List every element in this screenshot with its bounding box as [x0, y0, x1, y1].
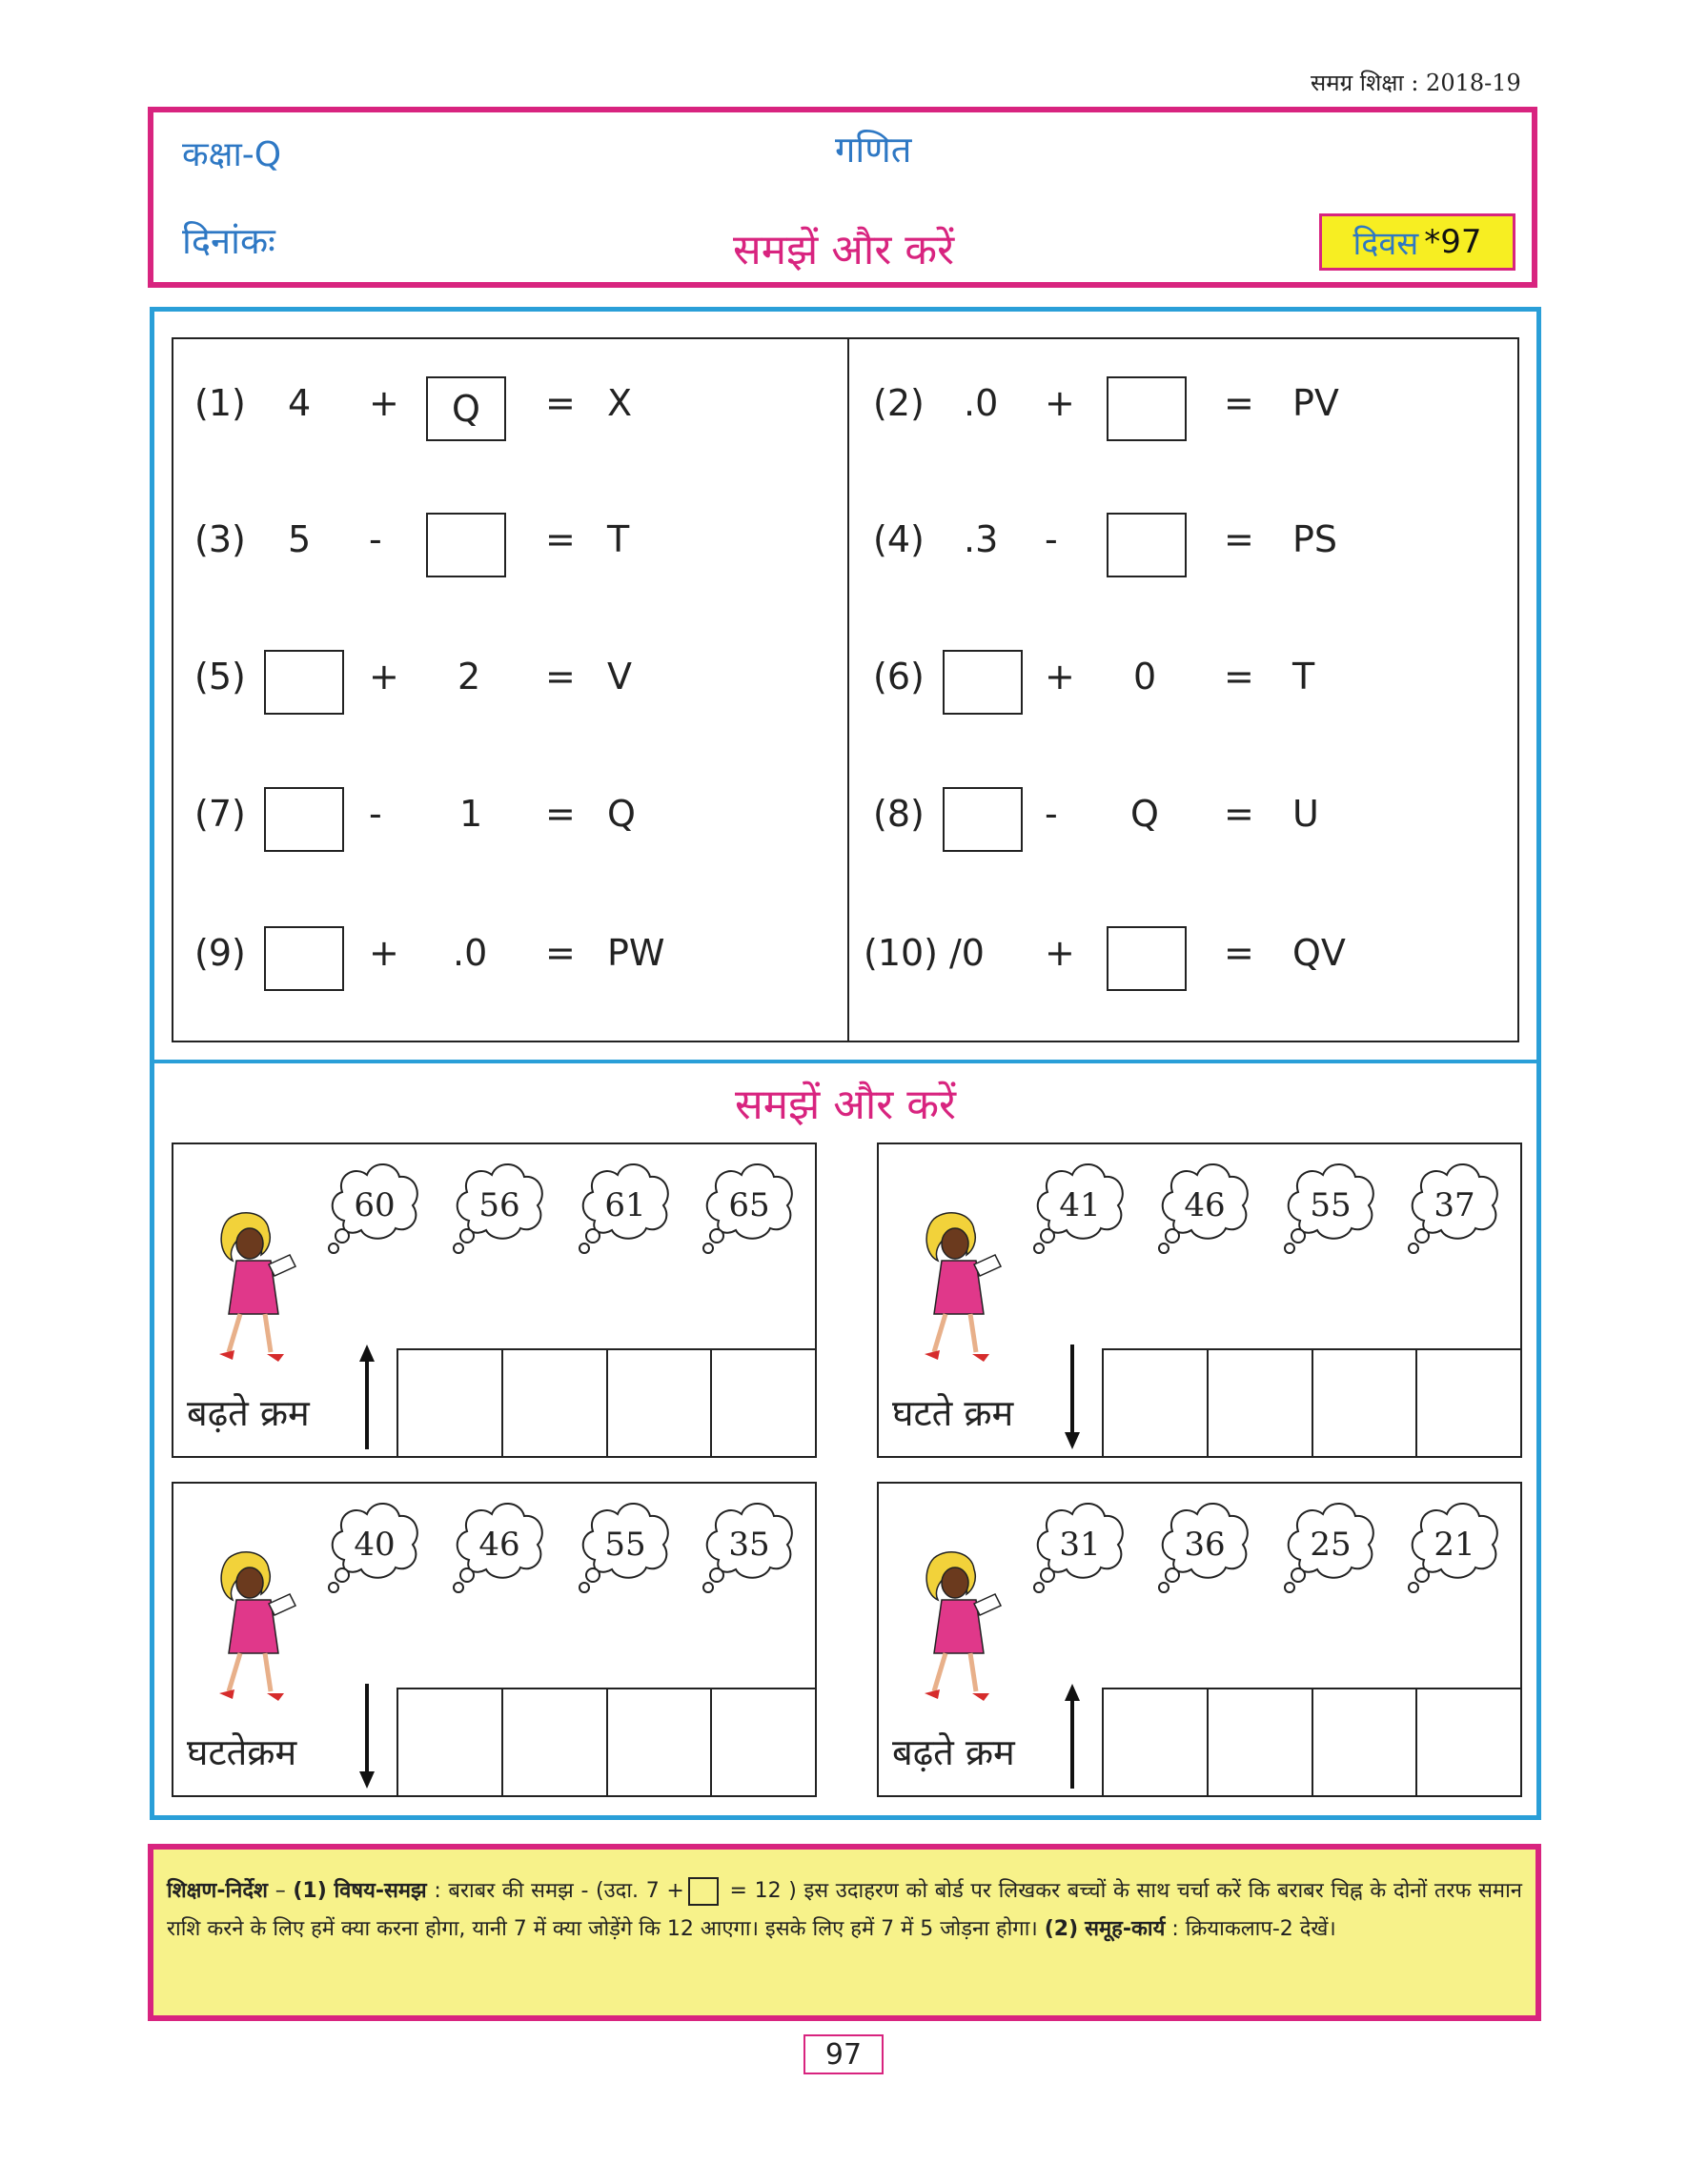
eq-result: PV: [1292, 382, 1339, 424]
cloud-number: 40: [354, 1526, 396, 1564]
day-label: दिवस: [1352, 225, 1419, 263]
order-label: घटतेक्रम: [187, 1731, 297, 1773]
answer-box[interactable]: [1107, 926, 1187, 991]
page-title: समझें और करें: [733, 226, 955, 274]
header-box: [148, 107, 1537, 288]
eq-result: X: [607, 382, 633, 424]
eq-operator: +: [369, 382, 399, 424]
eq-equals: =: [1224, 656, 1254, 698]
order-label: बढ़ते क्रम: [187, 1392, 310, 1434]
eq-equals: =: [1224, 518, 1254, 560]
page-number: 97: [803, 2034, 884, 2074]
ordering-panel: [172, 1482, 817, 1797]
section2-title: समझें और करें: [734, 1081, 957, 1129]
cloud-number: 60: [354, 1186, 396, 1224]
eq-operand: .0: [453, 932, 488, 974]
cloud-number: 61: [604, 1186, 646, 1224]
day-number: *97: [1424, 223, 1482, 261]
order-label: घटते क्रम: [892, 1392, 1014, 1434]
eq-operand: 4: [288, 382, 312, 424]
thought-cloud: [698, 1154, 801, 1257]
answer-cell[interactable]: [503, 1689, 608, 1797]
ordering-panel: [877, 1482, 1522, 1797]
thought-cloud: [698, 1493, 801, 1596]
eq-operator: +: [1045, 656, 1075, 698]
answer-box[interactable]: Q: [426, 376, 506, 441]
answer-box[interactable]: [264, 926, 344, 991]
eq-operator: -: [369, 518, 382, 560]
cloud-number: 37: [1434, 1186, 1475, 1224]
answer-box[interactable]: [264, 650, 344, 715]
equation-box: [172, 337, 1519, 1042]
cloud-number: 41: [1059, 1186, 1101, 1224]
class-label: कक्षा-Q: [182, 135, 282, 174]
eq-equals: =: [545, 382, 576, 424]
answer-box[interactable]: [264, 787, 344, 852]
eq-operand: .3: [964, 518, 999, 560]
answer-cell[interactable]: [1209, 1689, 1313, 1797]
thought-cloud: [1153, 1154, 1256, 1257]
day-badge: [1319, 213, 1515, 271]
section-divider: [154, 1060, 1536, 1063]
eq-number: (4): [873, 518, 925, 560]
answer-box[interactable]: [943, 650, 1023, 715]
subject-label: गणित: [835, 129, 912, 171]
thought-cloud: [574, 1154, 677, 1257]
answer-box[interactable]: [426, 513, 506, 577]
answer-cell[interactable]: [712, 1689, 817, 1797]
eq-number: (7): [194, 793, 246, 835]
thought-cloud: [323, 1493, 426, 1596]
eq-operator: +: [1045, 382, 1075, 424]
note-part2-title: समूह-कार्य: [1085, 1917, 1166, 1941]
eq-result: U: [1292, 793, 1319, 835]
answer-cell[interactable]: [608, 1689, 713, 1797]
thought-cloud: [1028, 1154, 1131, 1257]
arrow-down-icon: [359, 1684, 375, 1789]
order-label: बढ़ते क्रम: [892, 1731, 1015, 1773]
thought-cloud: [448, 1493, 551, 1596]
eq-result: PW: [607, 932, 665, 974]
answer-cell[interactable]: [503, 1350, 608, 1458]
eq-number: (2): [873, 382, 925, 424]
arrow-up-icon: [1065, 1684, 1080, 1789]
worksheet-area: [150, 307, 1541, 1820]
eq-operand: 2: [458, 656, 481, 698]
column-divider: [847, 339, 849, 1041]
cloud-number: 55: [604, 1526, 646, 1564]
girl-illustration: [191, 1209, 305, 1371]
cloud-number: 46: [1184, 1186, 1226, 1224]
answer-cells: [397, 1348, 817, 1458]
answer-cell[interactable]: [1313, 1350, 1418, 1458]
thought-cloud: [323, 1154, 426, 1257]
answer-cell[interactable]: [1209, 1350, 1313, 1458]
girl-illustration: [191, 1548, 305, 1710]
note-part1-title: विषय-समझ: [334, 1879, 427, 1903]
answer-cell[interactable]: [1417, 1689, 1522, 1797]
answer-cell[interactable]: [398, 1350, 503, 1458]
eq-number: (6): [873, 656, 925, 698]
eq-number: (3): [194, 518, 246, 560]
cloud-number: 36: [1184, 1526, 1226, 1564]
answer-cell[interactable]: [608, 1350, 713, 1458]
cloud-number: 46: [478, 1526, 520, 1564]
cloud-number: 31: [1059, 1526, 1101, 1564]
cloud-number: 25: [1310, 1526, 1352, 1564]
eq-result: QV: [1292, 932, 1346, 974]
arrow-up-icon: [359, 1345, 375, 1449]
eq-result: V: [607, 656, 632, 698]
eq-result: Q: [607, 793, 636, 835]
date-label: दिनांकः: [182, 220, 275, 262]
eq-operand: 5: [288, 518, 312, 560]
ordering-panel: [172, 1143, 817, 1458]
eq-equals: =: [545, 518, 576, 560]
answer-cell[interactable]: [1104, 1350, 1209, 1458]
thought-cloud: [574, 1493, 677, 1596]
thought-cloud: [1028, 1493, 1131, 1596]
girl-illustration: [896, 1548, 1010, 1710]
note-part1-number: (1): [293, 1879, 327, 1903]
note-label: शिक्षण-निर्देश: [167, 1879, 269, 1903]
eq-operator: -: [369, 793, 382, 835]
thought-cloud: [1153, 1493, 1256, 1596]
eq-operand: 1: [459, 793, 483, 835]
cloud-number: 55: [1310, 1186, 1352, 1224]
eq-operand: .0: [964, 382, 999, 424]
arrow-down-icon: [1065, 1345, 1080, 1449]
answer-cells: [1102, 1688, 1522, 1797]
eq-number: (8): [873, 793, 925, 835]
eq-equals: =: [545, 793, 576, 835]
note-text-a: बराबर की समझ - (उदा. 7 +: [448, 1879, 684, 1903]
cloud-number: 56: [478, 1186, 520, 1224]
cloud-number: 35: [728, 1526, 770, 1564]
thought-cloud: [1279, 1493, 1382, 1596]
eq-equals: =: [1224, 932, 1254, 974]
eq-operator: -: [1045, 518, 1058, 560]
eq-equals: =: [545, 932, 576, 974]
eq-operand: 0: [1133, 656, 1157, 698]
eq-operator: +: [369, 932, 399, 974]
eq-number: (10): [864, 932, 939, 974]
eq-operator: +: [369, 656, 399, 698]
ordering-panel: [877, 1143, 1522, 1458]
answer-cells: [1102, 1348, 1522, 1458]
answer-cell[interactable]: [398, 1689, 503, 1797]
eq-equals: =: [1224, 382, 1254, 424]
eq-operator: -: [1045, 793, 1058, 835]
answer-cells: [397, 1688, 817, 1797]
thought-cloud: [1279, 1154, 1382, 1257]
eq-result: T: [1292, 656, 1315, 698]
eq-number: (1): [194, 382, 246, 424]
eq-equals: =: [1224, 793, 1254, 835]
cloud-number: 65: [728, 1186, 770, 1224]
thought-cloud: [1403, 1493, 1506, 1596]
eq-result: T: [607, 518, 630, 560]
answer-cell[interactable]: [712, 1350, 817, 1458]
eq-operand: Q: [1130, 793, 1159, 835]
eq-number: (5): [194, 656, 246, 698]
thought-cloud: [1403, 1154, 1506, 1257]
note-text-c: क्रियाकलाप-2 देखें।: [1185, 1917, 1336, 1941]
girl-illustration: [896, 1209, 1010, 1371]
eq-operator: +: [1045, 932, 1075, 974]
note-part2-number: (2): [1044, 1917, 1079, 1941]
teaching-instructions: शिक्षण-निर्देश – (1) विषय-समझ : बराबर की समझ - (उदा. 7 + = 12 ) इस उदाहरण को बोर्ड पर लिखकर बच्चों के साथ चर्चा करें कि बराबर चिह्न के दोनों तरफ समान राशि करने के लिए हमें क्या करना होगा, यानी 7 में क्या जोड़ेंगे कि 12 आएगा। इसके लिए हमें 7 में 5 जोड़ना होगा। (2) समूह-कार्य : क्रियाकलाप-2 देखें।: [148, 1844, 1541, 2021]
eq-equals: =: [545, 656, 576, 698]
answer-box[interactable]: [943, 787, 1023, 852]
blank-box-icon: [688, 1877, 719, 1906]
thought-cloud: [448, 1154, 551, 1257]
answer-cell[interactable]: [1417, 1350, 1522, 1458]
top-note: समग्र शिक्षा : 2018-19: [1311, 70, 1521, 96]
answer-box[interactable]: [1107, 513, 1187, 577]
note-text-b: = 12 ) इस उदाहरण को बोर्ड पर लिखकर बच्चों के साथ चर्चा करें कि बराबर चिह्न के दोनों तरफ समान राशि करने के लिए हमें क्या करना होगा, यानी 7 में क्या जोड़ेंगे कि 12 आएगा। इसके लिए हमें 7 में 5 जोड़ना होगा।: [167, 1879, 1522, 1941]
answer-box[interactable]: [1107, 376, 1187, 441]
eq-operand: /0: [949, 932, 985, 974]
answer-cell[interactable]: [1104, 1689, 1209, 1797]
cloud-number: 21: [1434, 1526, 1475, 1564]
answer-cell[interactable]: [1313, 1689, 1418, 1797]
eq-result: PS: [1292, 518, 1338, 560]
eq-number: (9): [194, 932, 246, 974]
